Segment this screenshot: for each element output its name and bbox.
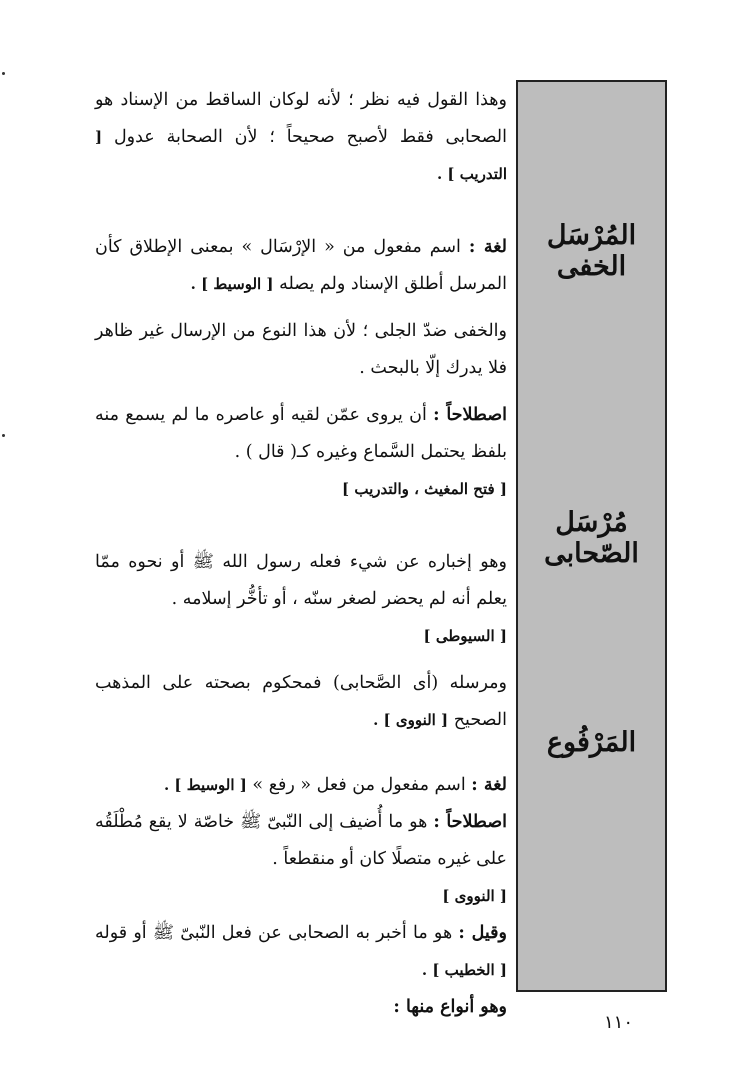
paragraph-text: ومرسله (أى الصَّحابى) فمحكوم بصحته على المذهب الصحيح	[95, 673, 507, 730]
label-istilah: اصطلاحاً :	[433, 405, 507, 425]
closing-line: وهو أنواع منها :	[393, 997, 507, 1017]
citation-line	[95, 618, 507, 655]
main-text	[95, 82, 507, 1026]
citation: [ النووى ] .	[373, 711, 449, 729]
definition-text: أن يروى عمّن لقيه أو عاصره ما لم يسمع منه بلفظ يحتمل السَّماع وغيره كـ( قال ) .	[95, 405, 507, 462]
definition-istilah	[95, 804, 507, 878]
term-mursal-khafi: المُرْسَل الخفى	[546, 220, 637, 282]
label-istilah: اصطلاحاً :	[433, 812, 507, 832]
citation-line	[95, 878, 507, 915]
citation: [ النووى ]	[442, 887, 507, 905]
label-lugha: لغة :	[468, 237, 507, 257]
definition-qil	[95, 915, 507, 989]
citation: [ الخطيب ] .	[421, 961, 507, 979]
paragraph: والخفى ضدّ الجلى ؛ لأن هذا النوع من الإرسال غير ظاهر فلا يدرك إلّا بالبحث .	[95, 321, 507, 378]
definition-text: هو ما أخبر به الصحابى عن فعل النّبىّ ﷺ أو قوله	[95, 923, 453, 943]
paragraph-text: وهذا القول فيه نظر ؛ لأنه لوكان الساقط من الإسناد هو الصحابى فقط لأصبح صحيحاً ؛ لأن الصحابة عدول	[95, 90, 507, 147]
paragraph	[95, 665, 507, 739]
page-number: ١١٠	[604, 1012, 634, 1033]
definition-istilah	[95, 397, 507, 471]
definition-text: اسم مفعول من « الإرْسَال » بمعنى الإطلاق كأن المرسل أطلق الإسناد ولم يصله	[95, 237, 507, 294]
definition-text: اسم مفعول من فعل « رفع »	[252, 775, 466, 795]
citation: [ الوسيط ] .	[190, 275, 274, 293]
definition-lugha	[95, 229, 507, 303]
label-lugha: لغة :	[471, 775, 507, 795]
citation: [ الوسيط ] .	[163, 776, 247, 794]
definition-text: هو ما أُضيف إلى النّبىّ ﷺ خاصّة لا يقع مُطْلَقُه على غيره متصلًا كان أو منقطعاً .	[95, 812, 507, 869]
paragraph: وهو إخباره عن شيء فعله رسول الله ﷺ أو نحوه ممّا يعلم أنه لم يحضر لصغر سنّه ، أو تأخُّر إسلامه .	[95, 552, 507, 609]
term-marfu: المَرْفُوع	[546, 727, 637, 758]
term-mursal-sahabi: مُرْسَل الصّحابى	[544, 507, 639, 569]
margin-mark	[2, 434, 5, 437]
paragraph	[95, 82, 507, 193]
label-qil: وقيل :	[458, 923, 507, 943]
margin-mark	[2, 72, 5, 75]
citation: [ السيوطى ]	[423, 627, 507, 645]
citation: [ فتح المغيث ، والتدريب ]	[342, 480, 507, 498]
definition-lugha	[95, 767, 507, 804]
terms-sidebar	[516, 80, 667, 992]
citation: [ التدريب ] .	[95, 128, 507, 183]
citation-line	[95, 471, 507, 508]
